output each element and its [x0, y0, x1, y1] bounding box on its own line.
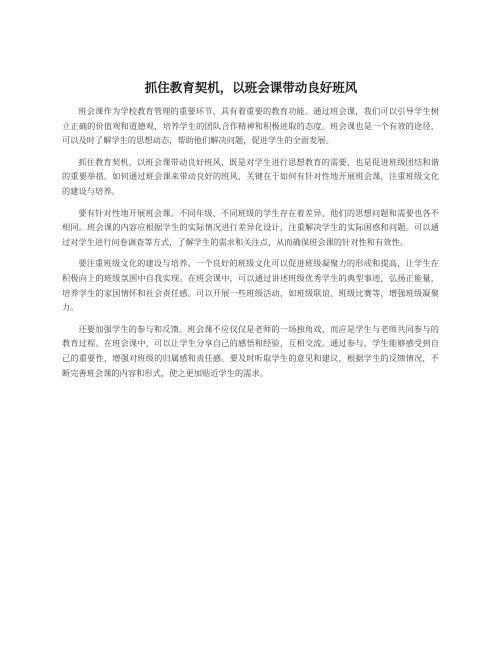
paragraph-5: 还要加强学生的参与和反馈。班会课不应仅仅是老师的一场独角戏，而应是学生与老师共同参与的教育过程。在班会课中，可以让学生分享自己的感悟和经验，互相交流。通过参与，学生能够感受到自己的重要性，增强对班级的归属感和责任感。要及时听取学生的意见和建议，根据学生的反馈情况，不断完善班会课的内容和形式，使之更加贴近学生的需求。: [62, 323, 439, 378]
document-body: [62, 104, 439, 387]
document-title: 抓住教育契机，以班会课带动良好班风: [144, 80, 358, 95]
paragraph-4: 要注重班级文化的建设与培养。一个良好的班级文化可以促进班级凝聚力的形成和提高，让学生在积极向上的班级氛围中自我实现。在班会课中，可以通过讲述班级优秀学生的典型事迹，弘扬正能量，培养学生的家国情怀和社会责任感。可以开展一些班级活动，如班级联谊、班级比赛等，增强班级凝聚力。: [62, 258, 439, 313]
paragraph-2: 抓住教育契机，以班会课带动良好班风，既是对学生进行思想教育的需要，也是促进班级团结和谐的重要举措。如何通过班会课来带动良好的班风，关键在于如何有针对性地开展班会课，注重班级文化的建设与培养。: [62, 156, 439, 196]
paragraph-3: 要有针对性地开展班会课。不同年级、不同班级的学生存在着差异，他们的思想问题和需要也各不相同。班会课的内容应根据学生的实际情况进行差异化设计，注重解决学生的实际困惑和问题。可以通过对学生进行问卷调查等方式，了解学生的需求和关注点，从而确保班会课的针对性和有效性。: [62, 207, 439, 247]
paragraph-1: 班会课作为学校教育管理的重要环节，具有着重要的教育功能。通过班会课，我们可以引导学生树立正确的价值观和道德观，培养学生的团队合作精神和积极进取的态度。班会课也是一个有效的途径，可以及时了解学生的思想动态，帮助他们解决问题，促进学生的全面发展。: [62, 106, 439, 146]
